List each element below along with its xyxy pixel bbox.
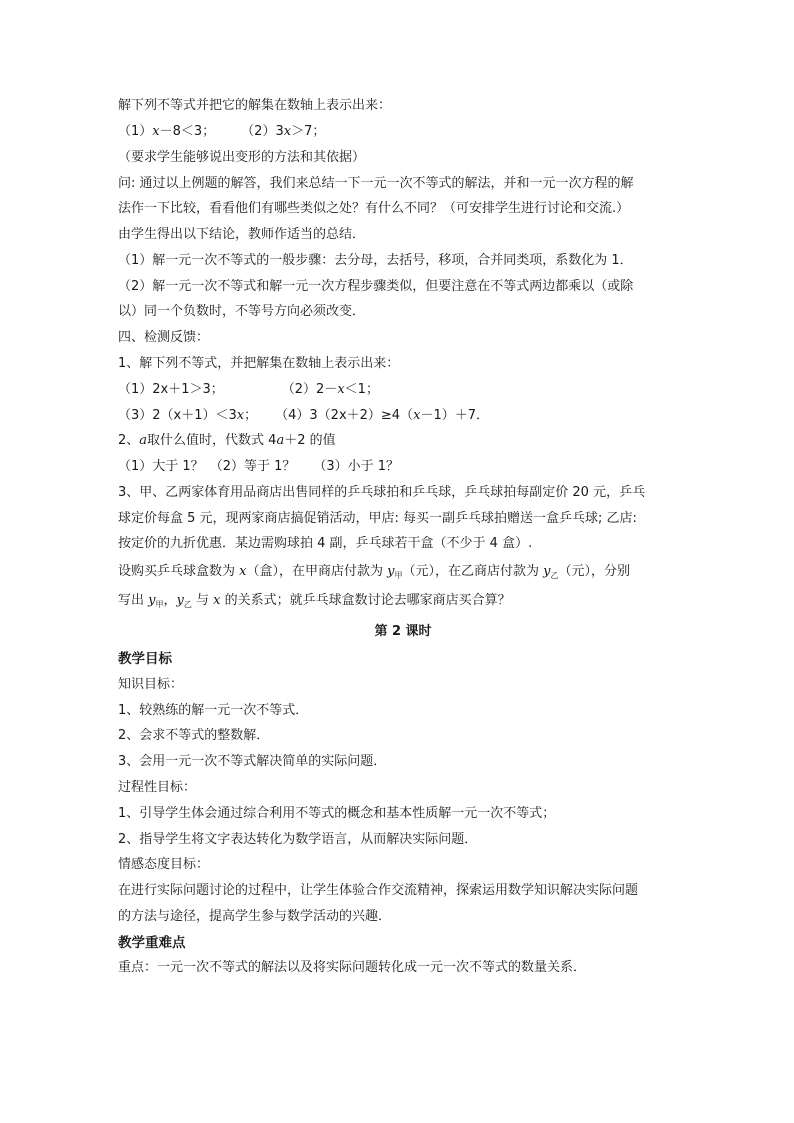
text: 的关系式；就乒乓球盒数讨论去哪家商店买合算？ [220,593,511,608]
q1-item-1: （1）2x＋1＞3； [118,382,224,397]
q1-item-2-end: ＜1； [344,382,379,397]
exercise-items [118,122,325,142]
var-x: x [236,408,245,423]
subscript-jia: 甲 [155,600,164,609]
item-1-num: （1） [118,124,153,139]
item-2-expr: ＞7； [291,124,326,139]
var-a: a [276,433,285,448]
text: 与 [191,593,214,608]
text: 写出 [118,593,149,608]
var-x: x [152,124,160,139]
feedback-q3-line-5 [118,591,511,615]
feedback-q3-line-1: 3、甲、乙两家体育用品商店出售同样的乒乓球拍和乒乓球，乒乓球拍每副定价 20 元，乒乓 [118,485,646,500]
conclusion-2-line-1: （2）解一元一次不等式和解一元一次方程步骤类似，但要注意在不等式两边都乘以（或除 [118,279,634,294]
knowledge-goal-3: 3、会用一元一次不等式解决简单的实际问题． [118,754,387,769]
var-y: y [148,593,156,608]
item-2-num: （2）3 [241,124,284,139]
q1-item-3-end: ； [244,408,258,423]
conclusion-1: （1）解一元一次不等式的一般步骤：去分母，去括号，移项，合并同类项，系数化为 1． [118,253,633,268]
text: ， [163,593,177,608]
knowledge-goal-1: 1、较熟练的解一元一次不等式． [118,703,309,718]
attitude-goal-line-1: 在进行实际问题讨论的过程中，让学生体验合作交流精神，探索运用数学知识解决实际问题 [118,883,639,898]
process-goals-heading: 过程性目标： [118,780,197,795]
text: （元），分别 [558,564,630,579]
q1-item-4: （4）3（2x＋2）≥4（ [275,408,414,423]
summary-intro: 由学生得出以下结论，教师作适当的总结． [118,227,366,242]
var-x: x [213,593,221,608]
requirement-note: （要求学生能够说出变形的方法和其依据） [118,150,366,165]
var-a: a [139,433,148,448]
lesson-2-title: 第 2 课时 [374,624,432,639]
subscript-yi: 乙 [550,571,559,580]
feedback-q1: 1、解下列不等式，并把解集在数轴上表示出来： [118,356,400,371]
q1-item-4-end: －1）＋7． [420,408,489,423]
var-y: y [387,564,395,579]
text: （盒），在甲商店付款为 [246,564,388,579]
key-point: 重点：一元一次不等式的解法以及将实际问题转化成一元一次不等式的数量关系． [118,960,587,975]
q2-text: 取什么值时，代数式 4 [147,433,277,448]
feedback-q3-line-2: 球定价每盒 5 元，现两家商店搞促销活动，甲店: 每买一副乒乓球拍赠送一盒乒乓球; 乙店: [118,511,637,526]
question-line-1: 问: 通过以上例题的解答，我们来总结一下一元一次不等式的解法，并和一元一次方程的解 [118,176,634,191]
q2-item-3: （3）小于 1？ [313,459,400,474]
q2-item-1: （1）大于 1？ [118,459,204,474]
question-line-2: 法作一下比较，看看他们有哪些类似之处？有什么不同？（可安排学生进行讨论和交流.） [118,201,630,216]
knowledge-goal-2: 2、会求不等式的整数解． [118,728,270,743]
item-1-expr: －8＜3； [159,124,216,139]
process-goal-2: 2、指导学生将文字表达转化为数学语言，从而解决实际问题． [118,832,478,847]
feedback-q3-line-3: 按定价的九折优惠．某边需购球拍 4 副，乒乓球若干盒（不少于 4 盒）. [118,536,533,551]
q2-text-end: ＋2 的值 [284,433,336,448]
key-points-heading: 教学重难点 [118,935,186,951]
feedback-q1-items-a [118,380,379,400]
feedback-q2-items [118,457,399,477]
q1-item-3: （3）2（x＋1）＜3 [118,408,237,423]
feedback-q1-items-b [118,406,489,426]
feedback-q3-line-4 [118,562,630,586]
q1-item-2: （2）2－ [281,382,338,397]
conclusion-2-line-2: 以）同一个负数时，不等号方向必须改变． [118,304,366,319]
q2-num: 2、 [118,433,140,448]
var-y: y [543,564,551,579]
teaching-goals-heading: 教学目标 [118,651,172,667]
knowledge-goals-heading: 知识目标： [118,677,184,692]
text: 设购买乒乓球盒数为 [118,564,240,579]
process-goal-1: 1、引导学生体会通过综合利用不等式的概念和基本性质解一元一次不等式； [118,806,556,821]
attitude-goal-line-2: 的方法与途径，提高学生参与数学活动的兴趣． [118,909,392,924]
var-x: x [239,564,247,579]
var-x: x [283,124,292,139]
attitude-goals-heading: 情感态度目标： [118,857,210,872]
subscript-yi: 乙 [183,600,192,609]
section-feedback-heading: 四、检测反馈： [118,330,210,345]
subscript-jia: 甲 [394,571,403,580]
text: （元），在乙商店付款为 [402,564,544,579]
q2-item-2: （2）等于 1？ [209,459,296,474]
feedback-q2 [118,431,336,451]
var-x: x [337,382,345,397]
var-x: x [413,408,421,423]
exercise-intro: 解下列不等式并把它的解集在数轴上表示出来： [118,98,392,113]
var-y: y [176,593,184,608]
